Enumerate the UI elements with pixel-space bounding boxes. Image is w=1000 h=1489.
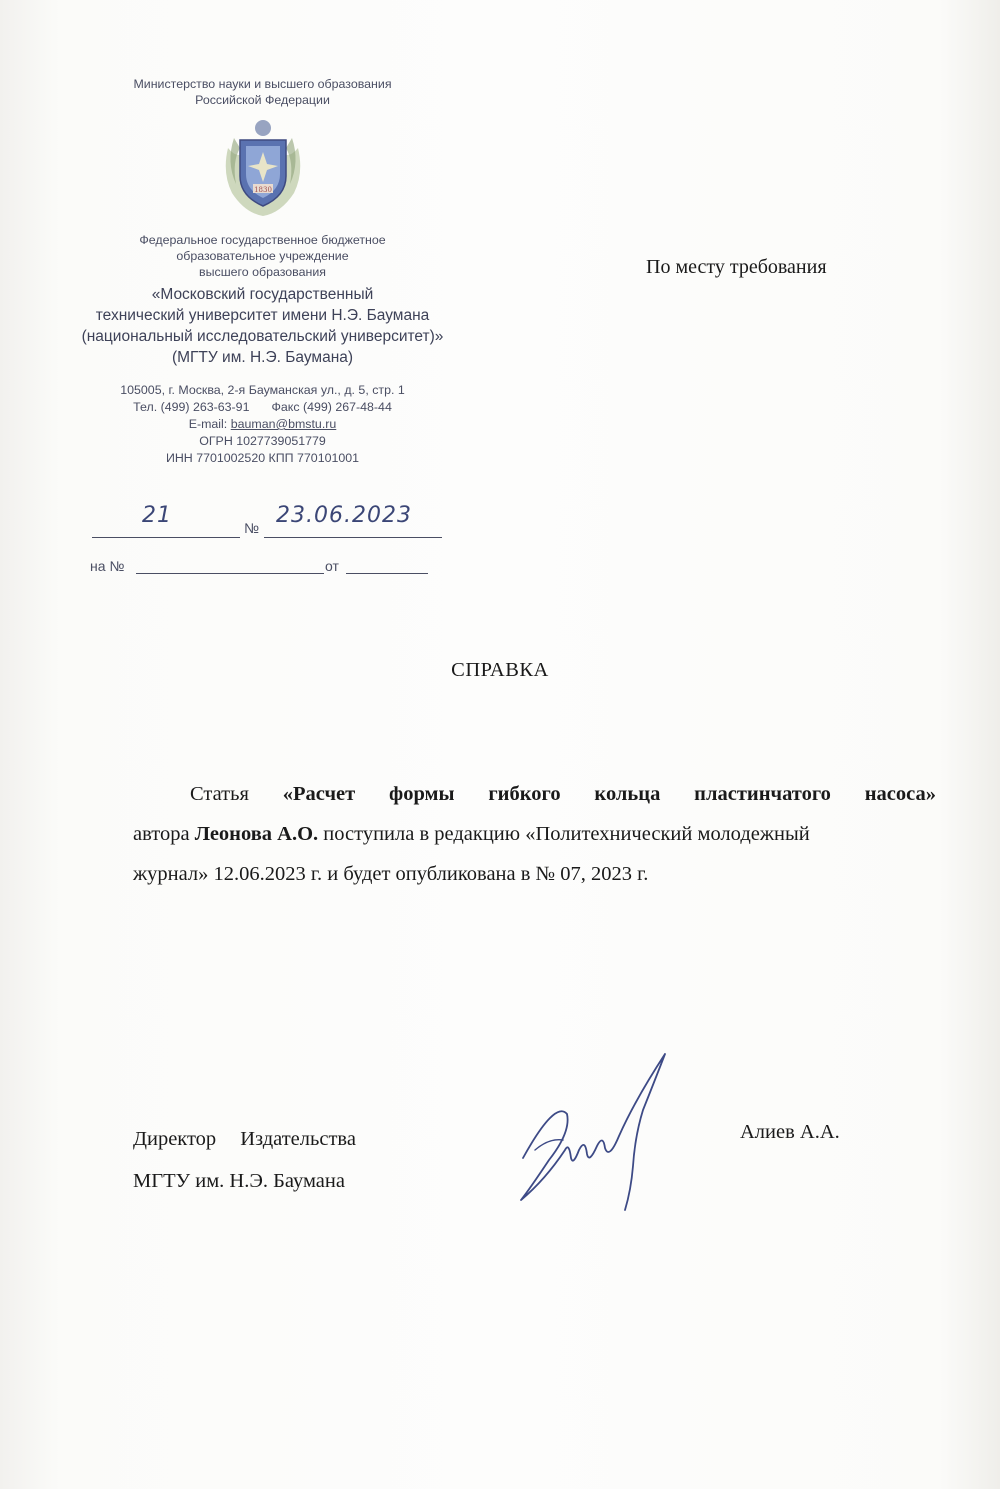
postal-address: 105005, г. Москва, 2-я Бауманская ул., д. 5, стр. 1 <box>120 383 405 397</box>
reg-number-handwritten: 21 <box>142 503 172 528</box>
org-line-2: образовательное учреждение <box>176 249 349 263</box>
university-name-line-1: «Московский государственный <box>151 286 374 303</box>
body-line-2 <box>133 814 936 854</box>
body-paragraph <box>133 774 936 894</box>
article-title-word: насоса» <box>864 783 936 805</box>
emblem-year: 1830 <box>253 186 272 194</box>
body-text-segment: автора <box>133 823 195 845</box>
article-title-word: гибкого <box>488 783 561 805</box>
ref-from-rule <box>346 573 428 574</box>
ministry-line-2: Российской Федерации <box>195 93 330 107</box>
university-emblem-icon <box>220 118 306 218</box>
body-line-3: журнал» 12.06.2023 г. и будет опубликована в № 07, 2023 г. <box>133 863 649 885</box>
university-name-line-4: (МГТУ им. Н.Э. Баумана) <box>171 349 354 366</box>
body-line-1 <box>133 774 936 814</box>
signatory-position-line-2: МГТУ им. Н.Э. Баумана <box>133 1170 345 1192</box>
addressee: По месту требования <box>646 256 827 278</box>
university-name-line-2: технический университет имени Н.Э. Баумана <box>95 307 430 324</box>
email-link[interactable]: bauman@bmstu.ru <box>230 417 337 431</box>
inn-kpp: ИНН 7701002520 КПП 770101001 <box>165 451 360 465</box>
ogrn: ОГРН 1027739051779 <box>199 434 326 448</box>
contact-block <box>40 382 485 467</box>
reg-date-handwritten: 23.06.2023 <box>276 503 412 528</box>
email-line <box>40 416 485 433</box>
article-title-word: пластинчатого <box>694 783 831 805</box>
org-line-1: Федеральное государственное бюджетное <box>139 233 386 247</box>
body-word: Статья <box>190 783 249 805</box>
fax: Факс (499) 267-48-44 <box>271 400 392 414</box>
article-title-word: формы <box>389 783 455 805</box>
handwritten-signature <box>505 1040 685 1230</box>
ref-number-rule <box>136 573 324 574</box>
reg-number-rule <box>92 537 240 538</box>
org-line-3: высшего образования <box>199 265 326 279</box>
position-word: Издательства <box>240 1128 356 1150</box>
signatory-name: Алиев А.А. <box>740 1121 840 1143</box>
university-name-line-3: (национальный исследовательский университет)» <box>81 328 444 345</box>
article-title-word: «Расчет <box>282 783 356 805</box>
author-name: Леонова А.О. <box>194 823 319 845</box>
ref-from-label: от <box>325 558 339 574</box>
signatory-position-line-1 <box>133 1128 356 1151</box>
reg-date-rule <box>264 537 442 538</box>
email-label: E-mail: <box>188 417 228 431</box>
letterhead <box>40 76 485 467</box>
document-title: СПРАВКА <box>451 659 549 681</box>
phone-fax-line <box>40 399 485 416</box>
ref-number-label: на № <box>90 558 125 574</box>
phone: Тел. (499) 263-63-91 <box>133 400 250 414</box>
reg-number-sign: № <box>244 520 260 536</box>
position-word: Директор <box>133 1128 217 1150</box>
ministry-line-1: Министерство науки и высшего образования <box>133 77 392 91</box>
article-title-word: кольца <box>594 783 661 805</box>
body-text-segment: поступила в редакцию «Политехнический молодежный <box>318 823 810 845</box>
